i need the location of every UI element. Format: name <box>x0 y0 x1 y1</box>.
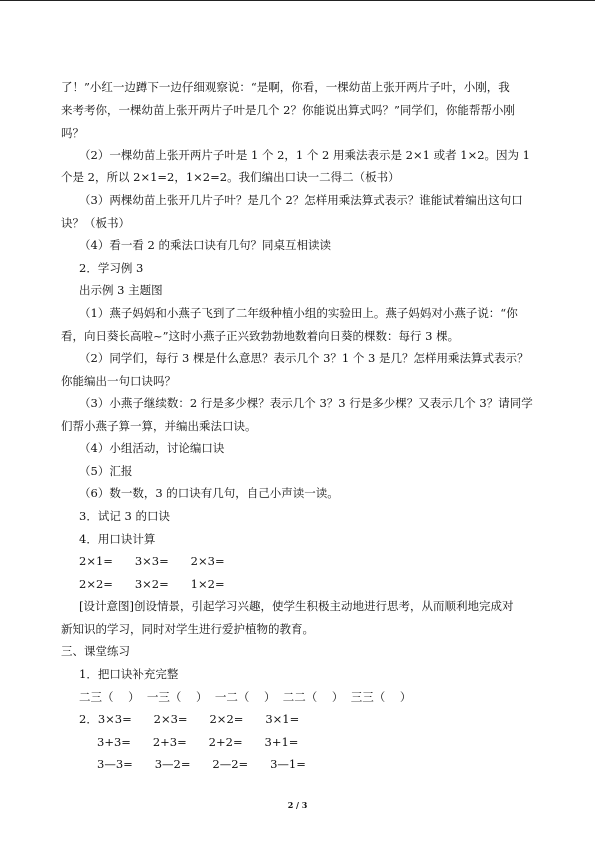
text-line: （2）同学们，每行 3 棵是什么意思？表示几个 3？1 个 3 是几？怎样用乘法算式表示？ <box>79 351 529 365</box>
text-line: 2．3×3= 2×3= 2×2= 3×1= <box>79 712 300 726</box>
text-line: [设计意图]创设情景，引起学习兴趣，使学生积极主动地进行思考，从而顺利地完成对 <box>79 599 514 613</box>
text-line: 3+3= 2+3= 2+2= 3+1= <box>97 735 299 749</box>
text-line: 出示例 3 主题图 <box>79 283 163 297</box>
text-line: （3）两棵幼苗上张开几片子叶？是几个 2？怎样用乘法算式表示？谁能试着编出这句口 <box>79 193 523 207</box>
text-line: 二三（ ） 一三（ ） 一二（ ） 二二（ ） 三三（ ） <box>79 690 412 704</box>
text-line: 1．把口诀补充完整 <box>79 667 179 681</box>
text-line: 2×2= 3×2= 1×2= <box>79 577 225 591</box>
text-line: 你能编出一句口诀吗？ <box>61 374 176 388</box>
text-line: 了！”小红一边蹲下一边仔细观察说：“是啊，你看，一棵幼苗上张开两片子叶，小刚，我 <box>61 80 510 94</box>
text-line: 3—3= 3—2= 2—2= 3—1= <box>97 757 306 771</box>
text-line: 三、课堂练习 <box>61 644 130 658</box>
text-line: （1）燕子妈妈和小燕子飞到了二年级种植小组的实验田上。燕子妈妈对小燕子说：“你 <box>79 306 518 320</box>
text-line: 4．用口诀计算 <box>79 532 156 546</box>
text-line: 吗？ <box>61 126 84 140</box>
text-line: （6）数一数，3 的口诀有几句，自己小声读一读。 <box>79 486 339 500</box>
text-line: 3．试记 3 的口诀 <box>79 509 170 523</box>
text-line: 个是 2，所以 2×1=2，1×2=2。我们编出口诀一二得二（板书） <box>61 170 400 184</box>
text-line: （4）小组活动，讨论编口诀 <box>79 441 225 455</box>
text-line: 们帮小燕子算一算，并编出乘法口诀。 <box>61 419 257 433</box>
text-line: （4）看一看 2 的乘法口诀有几句？同桌互相读读 <box>79 238 331 252</box>
text-line: 来考考你，一棵幼苗上张开两片子叶是几个 2？你能说出算式吗？”同学们，你能帮帮小刚 <box>61 103 515 117</box>
text-line: 诀？（板书） <box>61 216 130 230</box>
page-number: 2 / 3 <box>287 800 308 810</box>
text-line: 看，向日葵长高啦~”这时小燕子正兴致勃勃地数着向日葵的棵数：每行 3 棵。 <box>61 329 460 343</box>
text-line: （2）一棵幼苗上张开两片子叶是 1 个 2，1 个 2 用乘法表示是 2×1 或者 1×2。因为 1 <box>79 148 530 162</box>
text-line: 2×1= 3×3= 2×3= <box>79 554 225 568</box>
text-line: 新知识的学习，同时对学生进行爱护植物的教育。 <box>61 622 314 636</box>
text-line: （3）小燕子继续数：2 行是多少棵？表示几个 3？3 行是多少棵？又表示几个 3？请同学 <box>79 396 533 410</box>
text-line: 2．学习例 3 <box>79 261 144 275</box>
text-line: （5）汇报 <box>79 464 133 478</box>
